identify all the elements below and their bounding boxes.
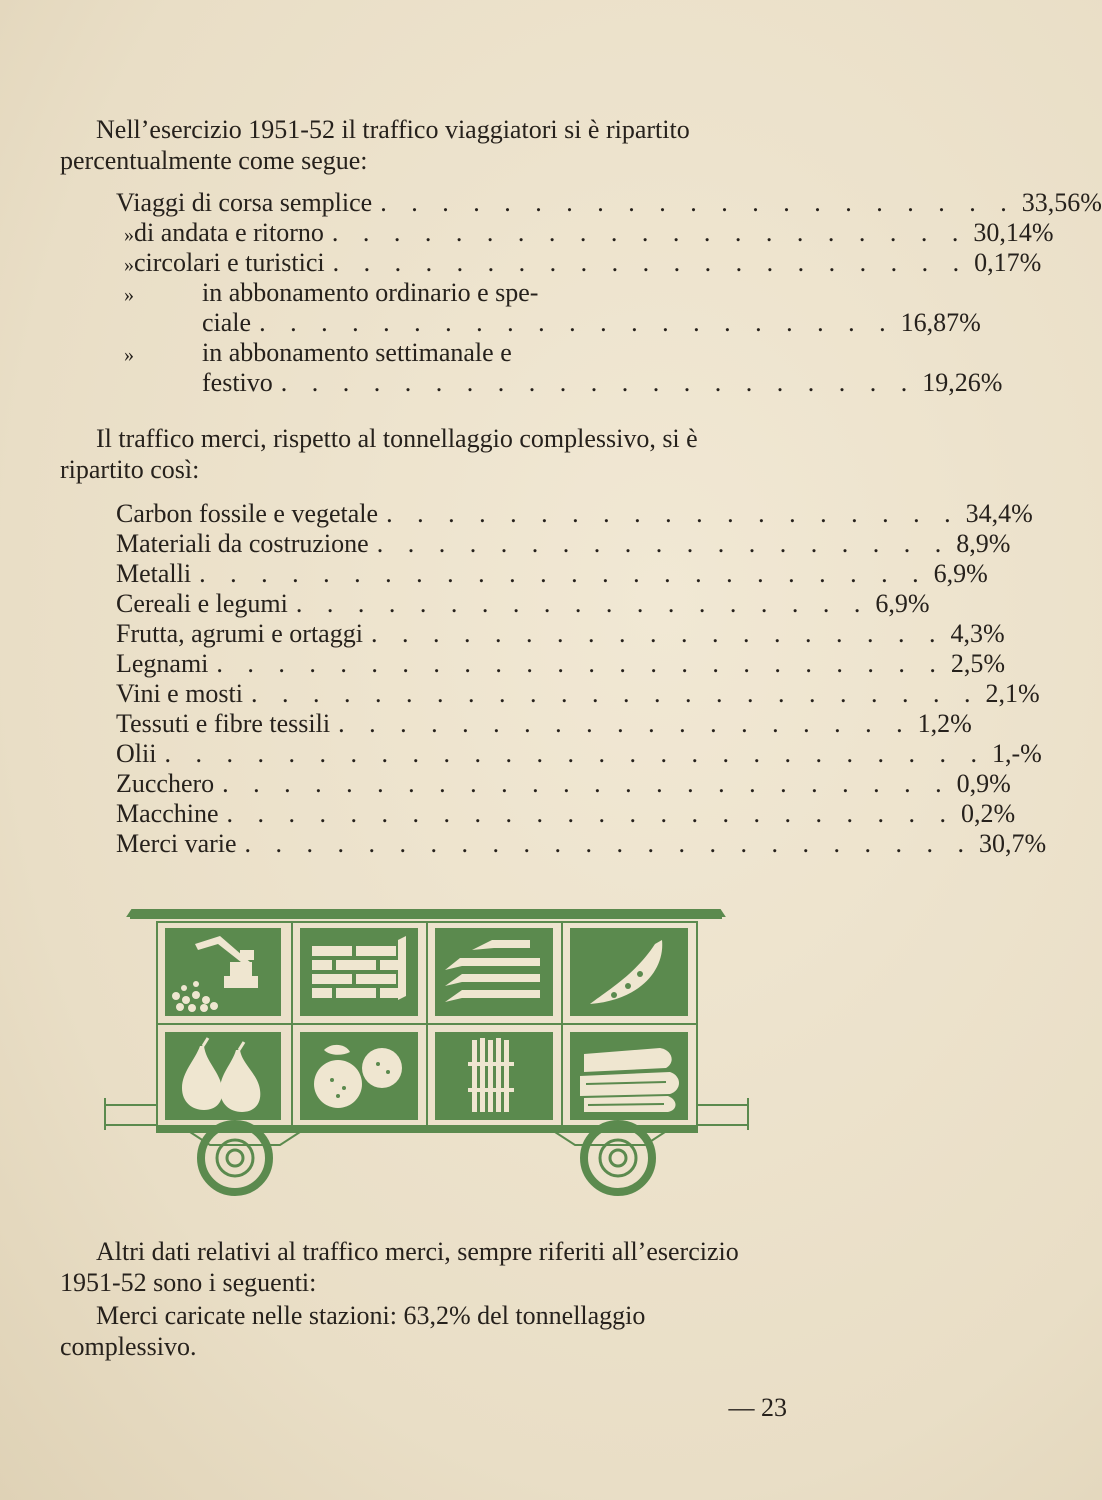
wheel [584,1124,652,1192]
leader-dots: . . . . . . . . . . . . . . . . . . . . . [380,188,1016,217]
leader-dots: . . . . . . . . . . . . . . . . . . . . . [280,368,917,397]
goods-traffic-list [116,499,1047,859]
list-item: Viaggi di corsa semplice . . . . . . . . . . . . . . . . . . . . . 33,56% [116,188,1102,217]
leader-dots: . . . . . . . . . . . . . . . . . . . . . . . . [226,799,956,828]
bricks-icon [300,928,418,1016]
list-item: Frutta, agrumi e ortaggi . . . . . . . . . . . . . . . . . . . 4,3% [116,619,1005,648]
list-item: Merci varie . . . . . . . . . . . . . . . . . . . . . . . . 30,7% [116,829,1047,858]
leader-dots: . . . . . . . . . . . . . . . . . . . [376,529,951,558]
leader-dots: . . . . . . . . . . . . . . . . . . . . . . . . . . . [164,739,986,768]
timber-bundle-icon [435,1032,553,1120]
leader-dots: . . . . . . . . . . . . . . . . . . . . . . . . [244,829,974,858]
legume-pod-icon [570,928,688,1016]
list-item-line1: » in abbonamento settimanale e [124,338,512,367]
leader-dots: . . . . . . . . . . . . . . . . . . . . . . . . [251,679,980,708]
citrus-fruit-icon [300,1032,418,1120]
page-number: — 23 [728,1393,787,1422]
list-item: Olii . . . . . . . . . . . . . . . . . . . . . . . . . . . 1,-% [116,739,1042,768]
pears-icon [165,1032,281,1120]
list-item: » di andata e ritorno . . . . . . . . . . . . . . . . . . . . . 30,14% [124,218,1054,247]
leader-dots: . . . . . . . . . . . . . . . . . . . . . [332,248,969,277]
coal-crane-icon [165,928,281,1016]
leader-dots: . . . . . . . . . . . . . . . . . . . . . . . . [199,559,928,588]
metal-bars-icon [435,928,553,1016]
leader-dots: . . . . . . . . . . . . . . . . . . . . . . . . [222,769,951,798]
leader-dots: . . . . . . . . . . . . . . . . . . . [386,499,960,528]
outro-paragraph-1: Altri dati relativi al traffico merci, sempre riferiti all’esercizio 1951-52 sono i seguenti: [60,1237,739,1297]
list-item: Vini e mosti . . . . . . . . . . . . . . . . . . . . . . . . 2,1% [116,679,1040,708]
leader-dots: . . . . . . . . . . . . . . . . . . . [338,709,912,738]
freight-wagon-illustration [100,900,760,1200]
list-item: ciale . . . . . . . . . . . . . . . . . . . . . 16,87% [202,308,981,337]
outro-paragraph-2: Merci caricate nelle stazioni: 63,2% del tonnellaggio complessivo. [60,1301,646,1361]
intro-passengers-paragraph: Nell’esercizio 1951-52 il traffico viaggiatori si è ripartito percentualmente come segue: [60,115,690,175]
list-item: Carbon fossile e vegetale . . . . . . . . . . . . . . . . . . . 34,4% [116,499,1033,528]
list-item: Tessuti e fibre tessili . . . . . . . . . . . . . . . . . . . 1,2% [116,709,972,738]
leader-dots: . . . . . . . . . . . . . . . . . . . . . . . . [216,649,945,678]
list-item: Materiali da costruzione . . . . . . . . . . . . . . . . . . . 8,9% [116,529,1011,558]
list-item: Cereali e legumi . . . . . . . . . . . . . . . . . . . 6,9% [116,589,930,618]
list-item: festivo . . . . . . . . . . . . . . . . . . . . . 19,26% [202,368,1003,397]
list-item: Zucchero . . . . . . . . . . . . . . . . . . . . . . . . 0,9% [116,769,1011,798]
wheel [201,1124,269,1192]
intro-goods-paragraph: Il traffico merci, rispetto al tonnellaggio complessivo, si è ripartito così: [60,424,698,484]
leader-dots: . . . . . . . . . . . . . . . . . . . . . [259,308,895,337]
list-item: » circolari e turistici . . . . . . . . . . . . . . . . . . . . . 0,17% [124,248,1042,277]
leader-dots: . . . . . . . . . . . . . . . . . . . [370,619,945,648]
list-item-line1: » in abbonamento ordinario e spe- [124,278,539,307]
list-item: Macchine . . . . . . . . . . . . . . . . . . . . . . . . 0,2% [116,799,1016,828]
fabric-rolls-icon [570,1032,688,1120]
leader-dots: . . . . . . . . . . . . . . . . . . . . . [331,218,968,247]
passenger-traffic-list [116,188,1102,398]
list-item: Legnami . . . . . . . . . . . . . . . . . . . . . . . . 2,5% [116,649,1006,678]
list-item: Metalli . . . . . . . . . . . . . . . . . . . . . . . . 6,9% [116,559,988,588]
leader-dots: . . . . . . . . . . . . . . . . . . . [295,589,870,618]
